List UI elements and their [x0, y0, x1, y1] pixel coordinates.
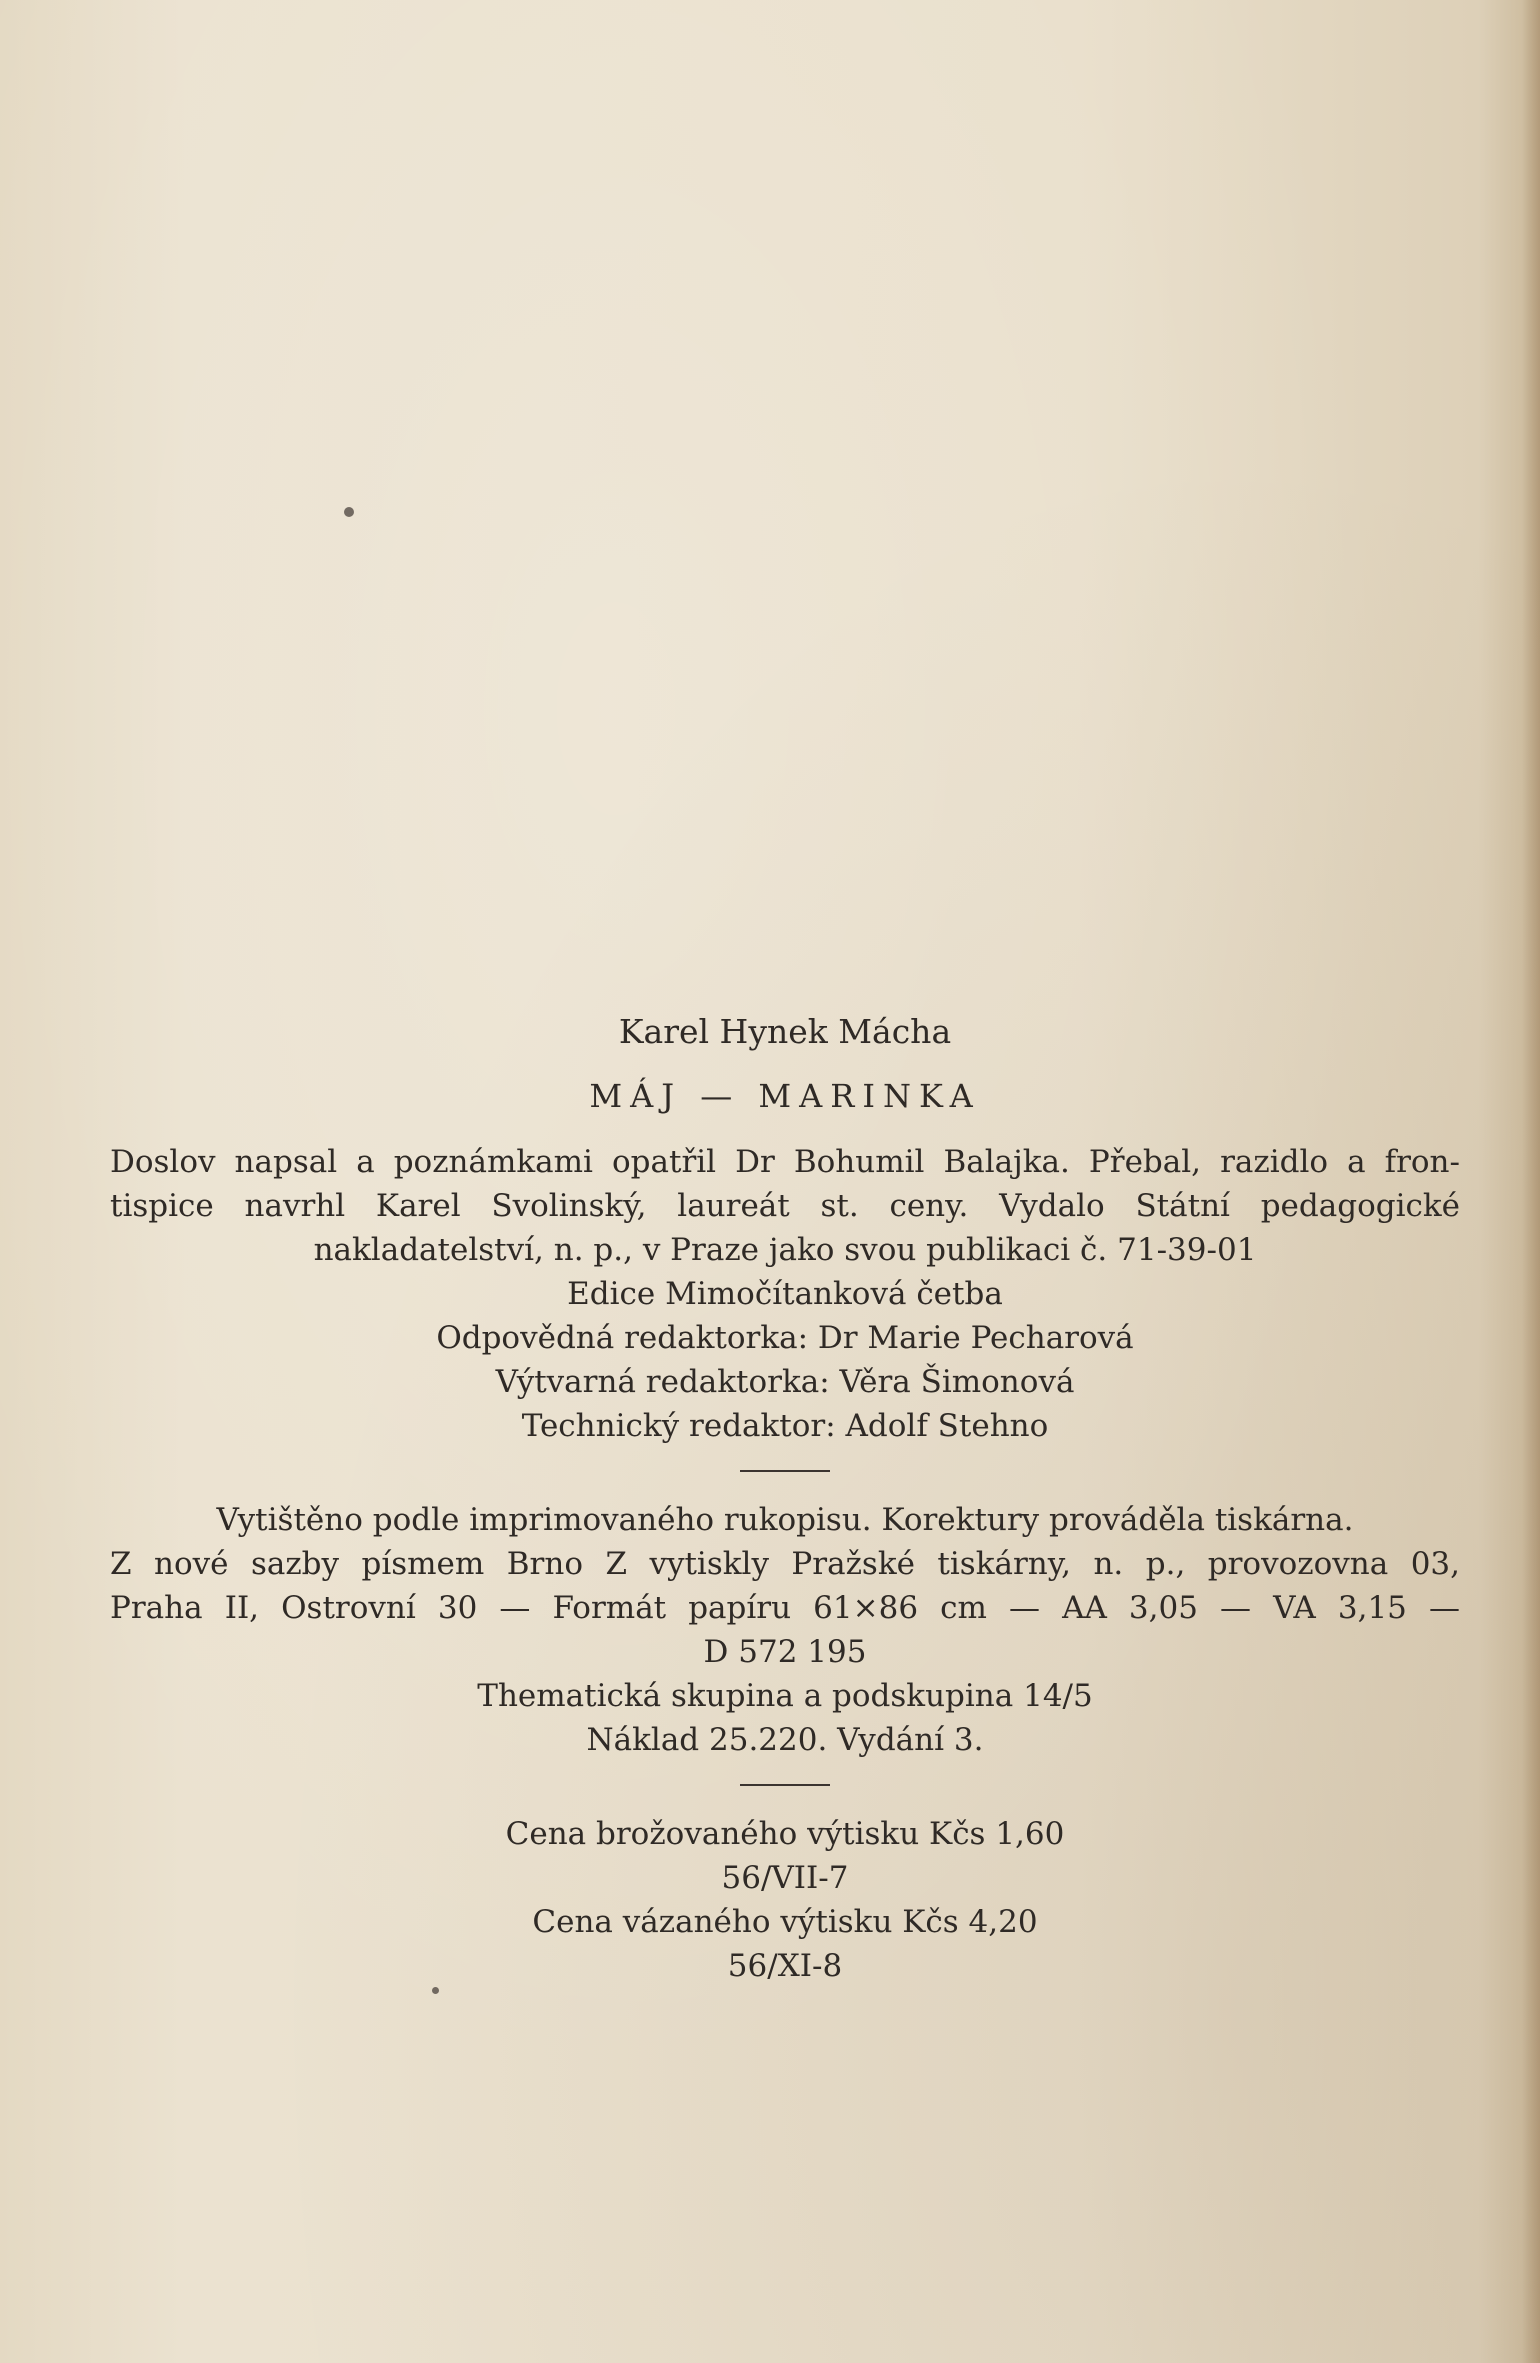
- section-divider: [740, 1470, 830, 1472]
- credits-section: [110, 1140, 1460, 1448]
- price-code: 56/VII-7: [721, 1860, 849, 1896]
- credits-line: tispice navrhl Karel Svolinský, laureát st. ceny. Vydalo Státní pedagogické: [110, 1188, 1460, 1224]
- paper-speck: [344, 507, 354, 517]
- price-paperback: Cena brožovaného výtisku Kčs 1,60: [505, 1816, 1065, 1852]
- section-divider: [740, 1784, 830, 1786]
- thematic-group: Thematická skupina a podskupina 14/5: [477, 1678, 1093, 1714]
- author-name: Karel Hynek Mácha: [618, 1012, 952, 1051]
- page-edge-shadow: [1522, 0, 1540, 2363]
- printing-line: Praha II, Ostrovní 30 — Formát papíru 61×86 cm — AA 3,05 — VA 3,15 —: [110, 1590, 1460, 1626]
- editor-line: Odpovědná redaktorka: Dr Marie Pecharová: [436, 1320, 1134, 1356]
- art-editor-line: Výtvarná redaktorka: Věra Šimonová: [495, 1364, 1075, 1400]
- price-code: 56/XI-8: [727, 1948, 843, 1984]
- prices-section: [110, 1812, 1460, 1988]
- print-run: Náklad 25.220. Vydání 3.: [586, 1722, 984, 1758]
- credits-line: nakladatelství, n. p., v Praze jako svou publikaci č. 71-39-01: [313, 1232, 1257, 1268]
- credits-line: Doslov napsal a poznámkami opatřil Dr Bohumil Balajka. Přebal, razidlo a fron-: [110, 1144, 1460, 1180]
- imprint-block: [110, 1010, 1460, 1988]
- edition-line: Edice Mimočítanková četba: [567, 1276, 1003, 1312]
- price-hardcover: Cena vázaného výtisku Kčs 4,20: [532, 1904, 1038, 1940]
- technical-editor-line: Technický redaktor: Adolf Stehno: [521, 1408, 1049, 1444]
- printing-line: Z nové sazby písmem Brno Z vytiskly Pražské tiskárny, n. p., provozovna 03,: [110, 1546, 1460, 1582]
- catalog-number: D 572 195: [703, 1634, 867, 1670]
- printing-line: Vytištěno podle imprimovaného rukopisu. Korektury prováděla tiskárna.: [216, 1502, 1354, 1538]
- paper-speck: [432, 1987, 439, 1994]
- printing-section: [110, 1498, 1460, 1762]
- book-title: MÁJ — MARINKA: [589, 1077, 981, 1115]
